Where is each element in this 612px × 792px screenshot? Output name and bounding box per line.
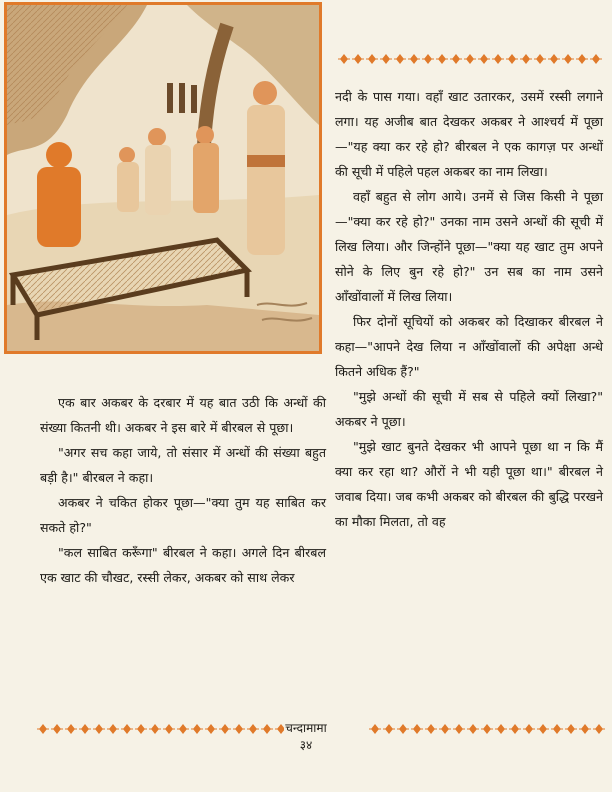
- paragraph: "कल साबित करूँगा" बीरबल ने कहा। अगले दिन बीरबल एक खाट की चौखट, रस्सी लेकर, अकबर को साथ लेकर: [40, 545, 326, 585]
- paragraph: एक बार अकबर के दरबार में यह बात उठी कि अन्धों की संख्या कितनी थी। अकबर ने इस बारे में बीरबल से पूछा।: [40, 395, 326, 435]
- page-number: ३४: [299, 738, 313, 752]
- right-column-text: [335, 84, 603, 534]
- paragraph: वहाँ बहुत से लोग आये। उनमें से जिस किसी ने पूछा—"क्या कर रहे हो?" उनका नाम उसने अन्धों की सूची में लिख लिया। और जिन्होंने पूछा—"क्या यह खाट तुम अपने सोने के लिए बुन रहे हो?" उन सब का नाम उसने आँखोंवालों में लिख लिया।: [335, 189, 603, 304]
- paragraph: "अगर सच कहा जाये, तो संसार में अन्धों की संख्या बहुत बड़ी है।" बीरबल ने कहा।: [40, 445, 326, 485]
- paragraph: फिर दोनों सूचियों को अकबर को दिखाकर बीरबल ने कहा—"आपने देख लिया न आँखोंवालों की अपेक्षा अन्धे कितने अधिक हैं?": [335, 314, 603, 379]
- paragraph: "मुझे अन्धों की सूची में सब से पहिले क्यों लिखा?" अकबर ने पूछा।: [335, 389, 603, 429]
- illustration-scene: [7, 5, 319, 351]
- story-illustration: [4, 2, 322, 354]
- ornament-band-top-right: [337, 52, 603, 66]
- magazine-name: चन्दामामा: [285, 721, 327, 735]
- diamond-cross-ornament-icon: [337, 52, 603, 66]
- paragraph: अकबर ने चकित होकर पूछा—"क्या तुम यह साबित कर सकते हो?": [40, 495, 326, 535]
- left-column-text: [40, 390, 326, 590]
- paragraph: नदी के पास गया। वहाँ खाट उतारकर, उसमें रस्सी लगाने लगा। यह अजीब बात देखकर अकबर ने आश्चर्य में पूछा—"यह क्या कर रहे हो? बीरबल ने एक कागज़ पर अन्धों की सूची में पहिले पहल अकबर का नाम लिखा।: [335, 89, 603, 179]
- paragraph: "मुझे खाट बुनते देखकर भी आपने पूछा था न कि मैं क्या कर रहा था? औरों ने भी यही पूछा था।" बीरबल ने जवाब दिया। जब कभी अकबर को बीरबल की बुद्धि परखने का मौका मिलता, तो वह: [335, 439, 603, 529]
